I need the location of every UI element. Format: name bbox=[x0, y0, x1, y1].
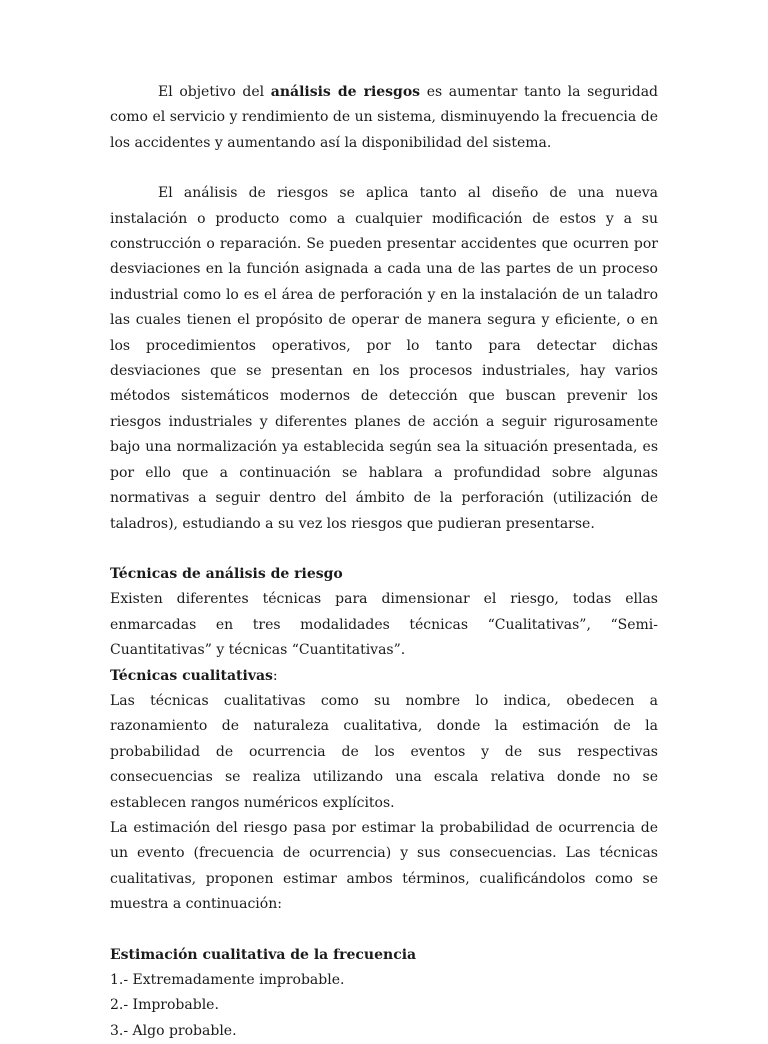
intro-text-start: El objetivo del bbox=[158, 84, 271, 100]
paragraph-gap bbox=[110, 537, 658, 562]
application-paragraph: El análisis de riesgos se aplica tanto al diseño de una nueva instalación o producto como a cualquier modificación de estos y a su construcción o reparación. Se pueden presentar accidentes que ocurren por desviaciones en la función asignada a cada una de las partes de un proceso industrial como lo es el área de perforación y en la instalación de un taladro las cuales tienen el propósito de operar de manera segura y eficiente, o en los procedimientos operativos, por lo tanto para detectar dichas desviaciones que se presentan en los procesos industriales, hay varios métodos sistemáticos modernos de detección que buscan prevenir los riesgos industriales y diferentes planes de acción a seguir rigurosamente bajo una normalización ya establecida según sea la situación presentada, es por ello que a continuación se hablara a profundidad sobre algunas normativas a seguir dentro del ámbito de la perforación (utilización de taladros), estudiando a su vez los riesgos que pudieran presentarse. bbox=[110, 185, 658, 532]
intro-paragraph bbox=[110, 80, 658, 156]
section-heading-frequency: Estimación cualitativa de la frecuencia bbox=[110, 946, 417, 963]
list-item: 2.- Improbable. bbox=[110, 997, 219, 1014]
list-item: 1.- Extremadamente improbable. bbox=[110, 972, 345, 988]
document-page bbox=[110, 80, 658, 1044]
qualitative-paragraph-1: Las técnicas cualitativas como su nombre lo indica, obedecen a razonamiento de naturaleza cualitativa, donde la estimación de la probabilidad de ocurrencia de los eventos y de sus respectivas consecuencias se realiza utilizando una escala relativa donde no se establecen rangos numéricos explícitos. bbox=[110, 692, 658, 811]
section-heading-qualitative-line bbox=[110, 664, 658, 689]
heading-colon: : bbox=[272, 667, 278, 684]
intro-bold-term: análisis de riesgos bbox=[270, 84, 421, 100]
qualitative-paragraph-2: La estimación del riesgo pasa por estimar la probabilidad de ocurrencia de un evento (frecuencia de ocurrencia) y sus consecuencias. Las técnicas cualitativas, proponen estimar ambos términos, cualificándolos como se muestra a continuación: bbox=[110, 819, 658, 913]
techniques-paragraph: Existen diferentes técnicas para dimensionar el riesgo, todas ellas enmarcadas en tres modalidades técnicas “Cualitativas”, “Semi- Cuantitativas” y técnicas “Cuantitativas”. bbox=[110, 591, 658, 659]
list-item: 3.- Algo probable. bbox=[110, 1022, 237, 1039]
section-heading-qualitative: Técnicas cualitativas bbox=[110, 667, 273, 684]
intro-text-end: es aumentar tanto la seguridad como el servicio y rendimiento de un sistema, disminuyendo la frecuencia de los accidentes y aumentando así la disponibilidad del sistema. bbox=[110, 84, 659, 151]
paragraph-gap bbox=[110, 918, 658, 943]
section-heading-techniques: Técnicas de análisis de riesgo bbox=[110, 565, 343, 582]
paragraph-gap bbox=[110, 156, 658, 181]
